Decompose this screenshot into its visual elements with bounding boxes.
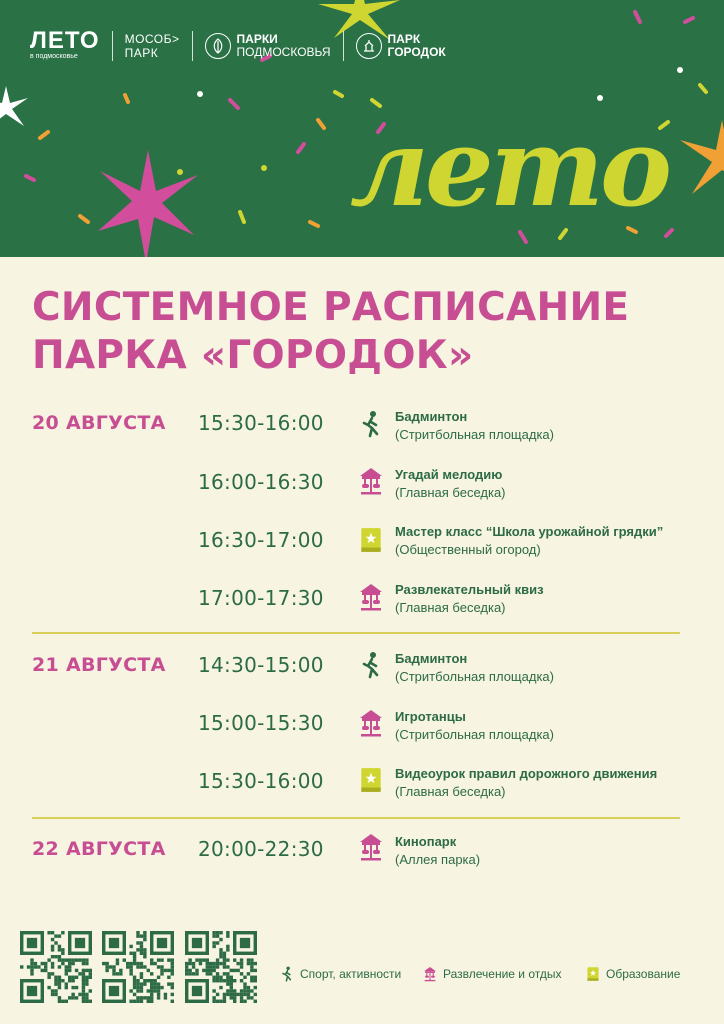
event-name: Развлекательный квиз <box>395 582 544 597</box>
title-line1: СИСТЕМНОЕ РАСПИСАНИЕ <box>32 285 630 330</box>
event-time: 14:30-15:00 <box>198 653 324 677</box>
leto-logo-subtitle: в подмосковье <box>30 53 78 60</box>
day-label: 21 АВГУСТА <box>32 654 166 676</box>
event-time: 20:00-22:30 <box>198 837 324 861</box>
carousel-icon <box>423 966 437 982</box>
legend-label: Образование <box>606 967 681 981</box>
carousel-icon <box>358 583 384 611</box>
leto-lettering-text: лето <box>350 105 669 230</box>
runner-icon <box>358 410 384 438</box>
event-name: Кинопарк <box>395 834 457 849</box>
title-line2: ПАРКА «ГОРОДОК» <box>32 333 474 378</box>
day-label: 20 АВГУСТА <box>32 412 166 434</box>
park-gorodok-logo <box>356 33 446 59</box>
leaf-icon <box>205 33 231 59</box>
runner-icon <box>358 651 384 679</box>
page-title <box>32 284 692 380</box>
event-place: (Стритбольная площадка) <box>395 427 554 442</box>
qr-code-site[interactable] <box>185 931 257 1003</box>
event-name: Видеоурок правил дорожного движения <box>395 766 658 781</box>
event-time: 17:00-17:30 <box>198 586 324 610</box>
legend-item-sport <box>280 966 401 982</box>
event-place: (Общественный огород) <box>395 542 541 557</box>
carousel-icon <box>358 709 384 737</box>
legend-label: Развлечение и отдых <box>443 967 562 981</box>
qr-code-telegram[interactable] <box>20 931 92 1003</box>
event-name: Мастер класс “Школа урожайной грядки” <box>395 524 664 539</box>
carousel-icon <box>358 467 384 495</box>
event-name: Бадминтон <box>395 651 468 666</box>
park-gorodok-line2: ГОРОДОК <box>387 44 446 59</box>
event-place: (Стритбольная площадка) <box>395 727 554 742</box>
day-label: 22 АВГУСТА <box>32 838 166 860</box>
book-icon <box>358 766 384 794</box>
event-place: (Главная беседка) <box>395 784 506 799</box>
event-time: 16:00-16:30 <box>198 470 324 494</box>
book-icon <box>358 526 384 554</box>
event-name: Угадай мелодию <box>395 467 503 482</box>
leto-lettering <box>340 80 670 230</box>
mosoblpark-line1: МОСОБ> <box>124 31 180 46</box>
logo-divider <box>112 31 113 61</box>
divider <box>32 632 680 634</box>
runner-icon <box>280 966 294 982</box>
event-name: Бадминтон <box>395 409 468 424</box>
logo-divider <box>192 31 193 61</box>
event-place: (Главная беседка) <box>395 600 506 615</box>
logo-divider <box>343 31 344 61</box>
carousel-icon <box>358 833 384 861</box>
event-time: 15:30-16:00 <box>198 411 324 435</box>
qr-code-vk[interactable] <box>102 931 174 1003</box>
event-time: 16:30-17:00 <box>198 528 324 552</box>
mosoblpark-logo <box>125 32 180 60</box>
partner-logos <box>30 27 446 61</box>
parki-podmoskovya-logo <box>205 33 331 59</box>
legend-item-fun <box>423 966 561 982</box>
event-time: 15:00-15:30 <box>198 711 324 735</box>
parki-line1: ПАРКИ <box>236 31 278 46</box>
parki-line2: ПОДМОСКОВЬЯ <box>236 44 331 59</box>
legend-label: Спорт, активности <box>300 967 402 981</box>
event-name: Игротанцы <box>395 709 466 724</box>
park-gorodok-line1: ПАРК <box>387 31 421 46</box>
leto-logo-text: ЛЕТО <box>30 27 100 54</box>
event-place: (Аллея парка) <box>395 852 481 867</box>
event-place: (Стритбольная площадка) <box>395 669 554 684</box>
mosoblpark-line2: ПАРК <box>124 45 159 60</box>
building-icon <box>356 33 382 59</box>
divider <box>32 817 680 819</box>
book-icon <box>586 966 600 982</box>
header-banner <box>0 0 724 257</box>
event-time: 15:30-16:00 <box>198 769 324 793</box>
leto-logo <box>30 27 100 61</box>
event-place: (Главная беседка) <box>395 485 506 500</box>
legend-item-edu <box>586 966 680 982</box>
